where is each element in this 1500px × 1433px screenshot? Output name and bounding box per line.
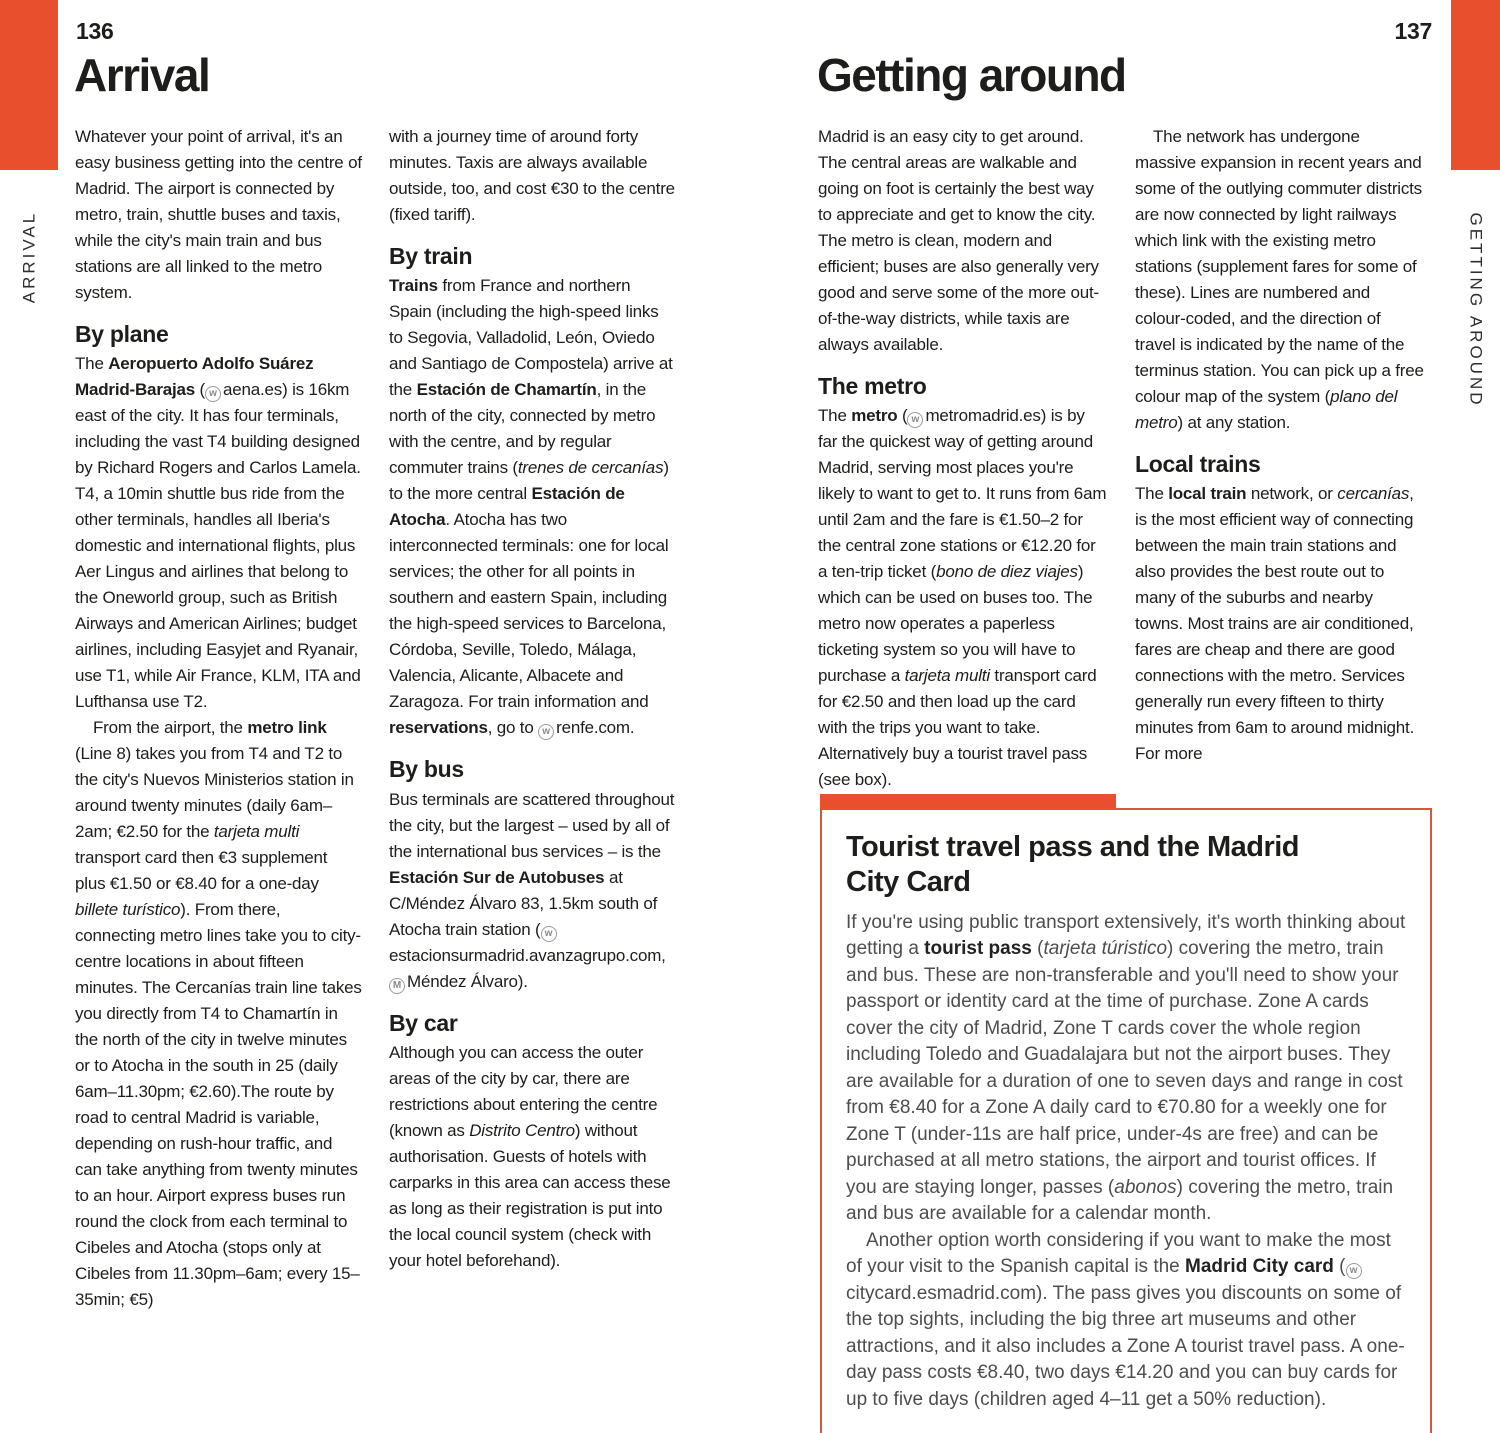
text-segment: Estación de Atocha [389,484,625,530]
web-circle-icon: w [907,412,923,428]
text-segment: , is the most efficient way of connecting between the main train stations and also provides the best route out to many of the suburbs and nearby towns. Most trains are air conditioned, fares are cheap and there are good connections with the metro. Services generally run every fifteen to thirty minutes from 6am to around midnight. For more [1135,484,1415,764]
right-page-number: 137 [1394,18,1432,44]
text-segment: bono de diez viajes [936,562,1078,582]
text-segment: ). From there, connecting metro lines take you to city-centre locations in about fifteen minutes. The Cercanías train line takes you directly from T4 to Chamartín in the north of the city in twelve minutes or to Atocha in the south in 25 (daily 6am–11.30pm; €2.60).The route by road to central Madrid is variable, depending on rush-hour traffic, and can take anything from twenty minutes to an hour. Airport express buses run round the clock from each terminal to Cibeles and Atocha (stops only at Cibeles from 11.30pm–6am; every 15–35min; €5) [75,900,362,1310]
text-segment: Madrid is an easy city to get around. The central areas are walkable and going on foot is certainly the best way to appreciate and get to know the city. The metro is clean, modern and efficient; buses are also generally very good and serve some of the more out-of-the-way districts, while taxis are always available. [818,127,1100,354]
paragraph [818,403,1108,792]
text-segment: The [1135,484,1169,504]
metro-circle-icon: M [389,978,405,994]
text-segment: Bus terminals are scattered throughout the city, but the largest – used by all of the international bus services – is the [389,789,675,861]
text-segment: The [818,406,852,426]
right-page-title: Getting around [817,49,1126,101]
text-segment: ( [1333,1256,1346,1278]
right-page-column-1 [818,124,1108,792]
section-heading [389,243,676,269]
text-segment: Madrid City card [1185,1256,1334,1278]
web-circle-icon: w [538,724,554,740]
text-segment: estacionsurmadrid.avanzagrupo.com, [389,945,666,965]
text-segment: tourist pass [924,938,1032,960]
text-segment: citycard.esmadrid.com). The pass gives you discounts on some of the top sights, including the big three art museums and other attractions, and it also includes a Zone A tourist travel pass. A one-day pass costs €8.40, two days €14.20 and you can buy cards for up to five days (children aged 4–11 get a 50% reduction). [846,1282,1405,1410]
paragraph [389,787,676,995]
right-corner-accent-bar [1451,0,1500,170]
text-segment: ) without authorisation. Guests of hotels with carparks in this area can access these as long as their registration is put into the local council system (check with your hotel beforehand). [389,1121,671,1271]
text-segment: ) covering the metro, train and bus are available for a calendar month. [846,1176,1394,1225]
paragraph [1135,481,1425,767]
left-page-title: Arrival [74,49,210,101]
text-segment: ( [897,406,908,426]
text-segment: tarjeta túristico [1043,938,1168,960]
paragraph [75,715,362,1313]
getting-around-side-tab [1451,180,1500,440]
paragraph [818,124,1108,358]
left-corner-accent-bar [0,0,58,170]
text-segment: from France and northern Spain (including the high-speed links to Segovia, Valladolid, León, Oviedo and Santiago de Compostela) arrive at the [389,276,673,400]
text-segment: By plane [75,321,169,347]
text-segment: reservations [389,718,488,738]
text-segment: ) covering the metro, train and bus. These are non-transferable and you'll need to show your passport or identity card at the time of purchase. Zone A cards cover the city of Madrid, Zone T cards cover the whole region including Toledo and Guadalajara but not the airport buses. They are available for a duration of one to seven days and range in cost from €8.40 for a Zone A daily card to €70.80 for a weekly one for Zone T (under-11s are half price, under-4s are free) and can be purchased at all metro stations, the airport and tourist offices. If you are staying longer, passes ( [846,938,1403,1198]
text-segment: tarjeta multi [904,666,990,686]
text-segment: The [75,354,109,374]
section-heading [389,756,676,782]
right-page-columns [818,124,1425,792]
section-heading [389,1010,676,1036]
text-segment: By car [389,1009,458,1036]
text-segment: abonos [1114,1176,1177,1198]
text-segment: ( [195,380,206,400]
left-page-column-1 [75,124,362,1313]
text-segment: Whatever your point of arrival, it's an easy business getting into the centre of Madrid. The airport is connected by metro, train, shuttle buses and taxis, while the city's main train and bus stations are all linked to the metro system. [75,127,362,302]
text-segment: with a journey time of around forty minutes. Taxis are always available outside, too, and cost €30 to the centre (fixed tariff). [389,127,675,224]
text-segment: metro link [247,718,327,738]
text-segment: Trains [389,276,438,296]
text-segment: network, or [1246,484,1338,504]
text-segment: trenes de cercanías [517,458,664,478]
paragraph [846,1228,1406,1414]
text-segment: Estación de Chamartín [416,380,597,400]
text-segment: metro [851,406,898,426]
section-heading [75,321,362,347]
text-segment: ( [1031,938,1044,960]
text-segment: Although you can access the outer areas of the city by car, there are restrictions about entering the centre (known as [389,1043,658,1141]
arrival-side-tab-label: ARRIVAL [19,210,38,304]
text-segment: Distrito Centro [469,1121,575,1141]
text-segment: The metro [818,373,927,399]
text-segment: transport card for €2.50 and then load up the card with the trips you want to take. Alternatively buy a tourist travel pass (see box). [818,666,1097,790]
left-page-column-2 [389,124,676,1313]
left-page-columns [75,124,676,1313]
paragraph [75,124,362,306]
section-heading [818,373,1108,399]
text-segment: ) at any station. [1177,413,1291,432]
text-segment: billete turístico [75,900,181,920]
text-segment: at C/Méndez Álvaro 83, 1.5km south of Atocha train station ( [389,867,658,939]
text-segment: The network has undergone massive expansion in recent years and some of the outlying commuter districts are now connected by light railways which link with the existing metro stations (supplement fares for some of these). Lines are numbered and colour-coded, and the direction of travel is indicated by the name of the terminus station. You can pick up a free colour map of the system ( [1135,127,1424,406]
web-circle-icon: w [205,386,221,402]
text-segment: local train [1168,484,1247,504]
arrival-side-tab [0,172,58,342]
text-segment: By train [389,243,473,269]
web-circle-icon: w [1346,1263,1362,1279]
text-segment: . Atocha has two interconnected terminals: one for local services; the other for all points in southern and eastern Spain, including the high-speed services to Barcelona, Córdoba, Seville, Toledo, Málaga, Valencia, Alicante, Albacete and Zaragoza. For train information and [389,510,669,712]
text-segment: , in the north of the city, connected by metro with the centre, and by regular commuter trains ( [389,380,656,478]
text-segment: Méndez Álvaro). [407,971,528,991]
text-segment: Another option worth considering if you want to make the most of your visit to the Spanish capital is the [846,1229,1391,1278]
text-segment: transport card then €3 supplement plus €1.50 or €8.40 for a one-day [75,848,328,894]
paragraph [75,351,362,715]
paragraph [389,273,676,741]
text-segment: By bus [389,756,464,783]
web-circle-icon: w [541,926,557,942]
paragraph [846,910,1406,1228]
text-segment: Estación Sur de Autobuses [389,867,605,887]
text-segment: metromadrid.es) is by far the quickest way of getting around Madrid, serving most places you're likely to want to get to. It runs from 6am until 2am and the fare is €1.50–2 for the central zone stations or €12.20 for a ten-trip ticket ( [818,406,1107,582]
text-segment: tarjeta multi [213,822,300,842]
text-segment: If you're using public transport extensively, it's worth thinking about getting a [846,911,1406,960]
right-page-column-2 [1135,124,1425,792]
text-segment: , go to [487,718,539,738]
text-segment: Aeropuerto Adolfo Suárez Madrid-Barajas [75,354,314,400]
getting-around-side-tab-label: GETTING AROUND [1466,212,1486,408]
text-segment: ) to the more central [389,458,669,504]
text-segment: cercanías [1337,484,1410,504]
text-segment: renfe.com. [556,718,635,738]
paragraph [1135,124,1425,436]
feature-box-title: Tourist travel pass and the Madrid City Card [846,831,1300,898]
text-segment: ) which can be used on buses too. The metro now operates a paperless ticketing system so you will have to purchase a [818,562,1093,686]
feature-box-body [846,910,1406,1414]
feature-box-accent-tab [820,794,1116,810]
text-segment: aena.es) is 16km east of the city. It has four terminals, including the vast T4 building designed by Richard Rogers and Carlos Lamela. T4, a 10min shuttle bus ride from the other terminals, handles all Iberia's domestic and international flights, plus Aer Lingus and airlines that belong to the Oneworld group, such as British Airways and American Airlines; budget airlines, including Easyjet and Ryanair, use T1, while Air France, KLM, ITA and Lufthansa use T2. [75,380,361,712]
paragraph [389,1040,676,1274]
text-segment: (Line 8) takes you from T4 and T2 to the city's Nuevos Ministerios station in around twenty minutes (daily 6am–2am; €2.50 for the [75,744,354,842]
left-page-number: 136 [76,18,114,44]
paragraph [389,124,676,228]
tourist-pass-feature-box [820,808,1432,1433]
text-segment: plano del metro [1135,387,1398,432]
section-heading [1135,451,1425,477]
text-segment: From the airport, the [93,718,248,738]
text-segment: Local trains [1135,451,1261,477]
